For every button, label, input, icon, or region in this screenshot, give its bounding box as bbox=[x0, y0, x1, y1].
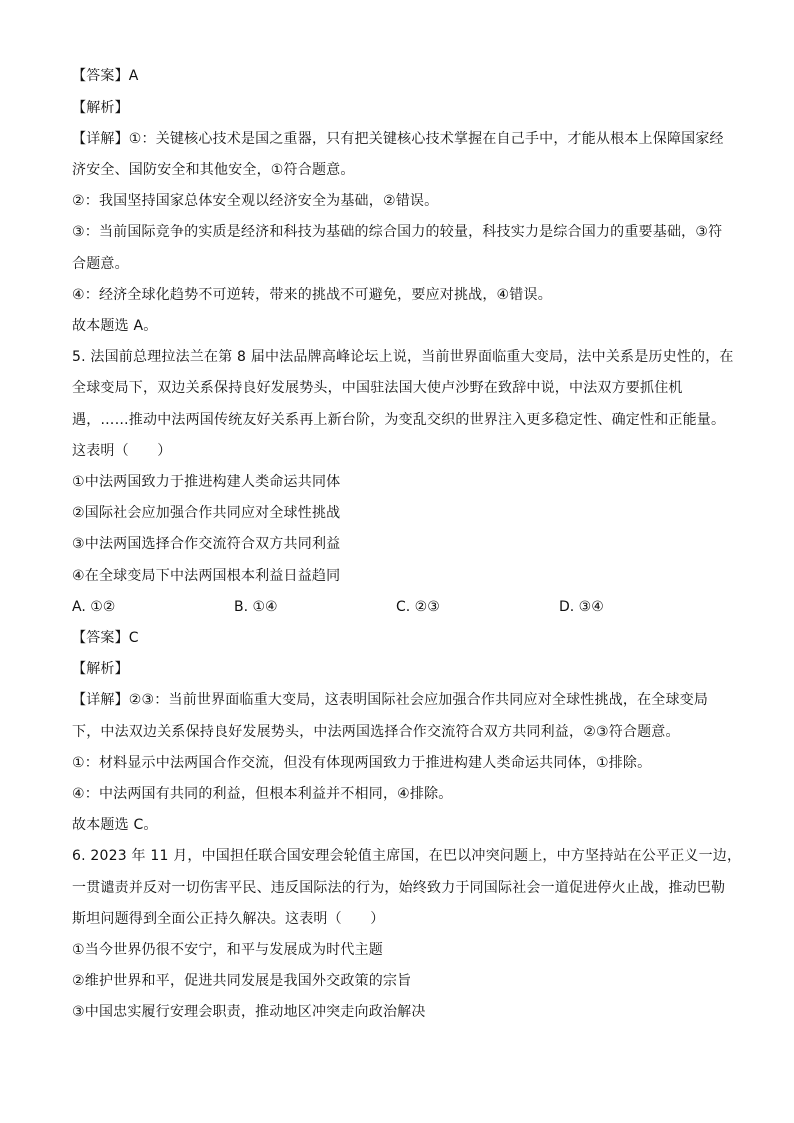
analysis-label: 【解析】 bbox=[72, 661, 129, 677]
option-a: A. ①② bbox=[72, 599, 116, 615]
answer-label: 【答案】C bbox=[72, 630, 139, 646]
question-5-stem: 这表明（ ） bbox=[72, 443, 172, 459]
question-6-statement: ②维护世界和平，促进共同发展是我国外交政策的宗旨 bbox=[72, 973, 412, 989]
question-5-statement: ④在全球变局下中法两国根本利益日益趋同 bbox=[72, 568, 341, 584]
detail-line: ②：我国坚持国家总体安全观以经济安全为基础，②错误。 bbox=[72, 193, 439, 209]
analysis-label: 【解析】 bbox=[72, 100, 129, 116]
option-d: D. ③④ bbox=[559, 599, 604, 615]
question-5-statement: ①中法两国致力于推进构建人类命运共同体 bbox=[72, 474, 341, 490]
detail-line: 济安全、国防安全和其他安全，①符合题意。 bbox=[72, 162, 355, 178]
question-6-stem: 斯坦问题得到全面公正持久解决。这表明（ ） bbox=[72, 911, 385, 927]
question-5-statement: ③中法两国选择合作交流符合双方共同利益 bbox=[72, 536, 341, 552]
detail-line: ④：经济全球化趋势不可逆转，带来的挑战不可避免，要应对挑战，④错误。 bbox=[72, 287, 552, 303]
question-6-statement: ①当今世界仍很不安宁，和平与发展成为时代主题 bbox=[72, 942, 383, 958]
question-5-stem: 5. 法国前总理拉法兰在第 8 届中法品牌高峰论坛上说，当前世界面临重大变局，法中关系是历史性的，在 bbox=[72, 349, 734, 365]
question-5-stem: 全球变局下，双边关系保持良好发展势头，中国驻法国大使卢沙野在致辞中说，中法双方要抓住机 bbox=[72, 380, 683, 396]
detail-line: 合题意。 bbox=[72, 256, 129, 272]
question-6-stem: 一贯谴责并反对一切伤害平民、违反国际法的行为，始终致力于同国际社会一道促进停火止战，推动巴勒 bbox=[72, 880, 726, 896]
conclusion-line: 故本题选 A。 bbox=[72, 318, 158, 334]
question-5-stem: 遇，……推动中法两国传统友好关系再上新台阶，为变乱交织的世界注入更多稳定性、确定性和正能量。 bbox=[72, 412, 726, 428]
detail-line: 【详解】②③：当前世界面临重大变局，这表明国际社会应加强合作共同应对全球性挑战，在全球变局 bbox=[72, 692, 709, 708]
question-5-statement: ②国际社会应加强合作共同应对全球性挑战 bbox=[72, 505, 341, 521]
option-c: C. ②③ bbox=[396, 599, 440, 615]
question-6-stem: 6. 2023 年 11 月，中国担任联合国安理会轮值主席国，在巴以冲突问题上，中方坚持站在公平正义一边， bbox=[72, 848, 742, 864]
answer-label: 【答案】A bbox=[72, 68, 139, 84]
question-5-options bbox=[72, 597, 722, 617]
detail-line: ③：当前国际竞争的实质是经济和科技为基础的综合国力的较量，科技实力是综合国力的重要基础，③符 bbox=[72, 224, 723, 240]
detail-line: ①：材料显示中法两国合作交流，但没有体现两国致力于推进构建人类命运共同体，①排除。 bbox=[72, 755, 652, 771]
detail-line: 【详解】①：关键核心技术是国之重器，只有把关键核心技术掌握在自己手中，才能从根本上保障国家经 bbox=[72, 131, 724, 147]
conclusion-line: 故本题选 C。 bbox=[72, 817, 158, 833]
detail-line: 下，中法双边关系保持良好发展势头，中法两国选择合作交流符合双方共同利益，②③符合题意。 bbox=[72, 724, 680, 740]
question-6-statement: ③中国忠实履行安理会职责，推动地区冲突走向政治解决 bbox=[72, 1004, 426, 1020]
detail-line: ④：中法两国有共同的利益，但根本利益并不相同，④排除。 bbox=[72, 786, 453, 802]
option-b: B. ①④ bbox=[234, 599, 278, 615]
